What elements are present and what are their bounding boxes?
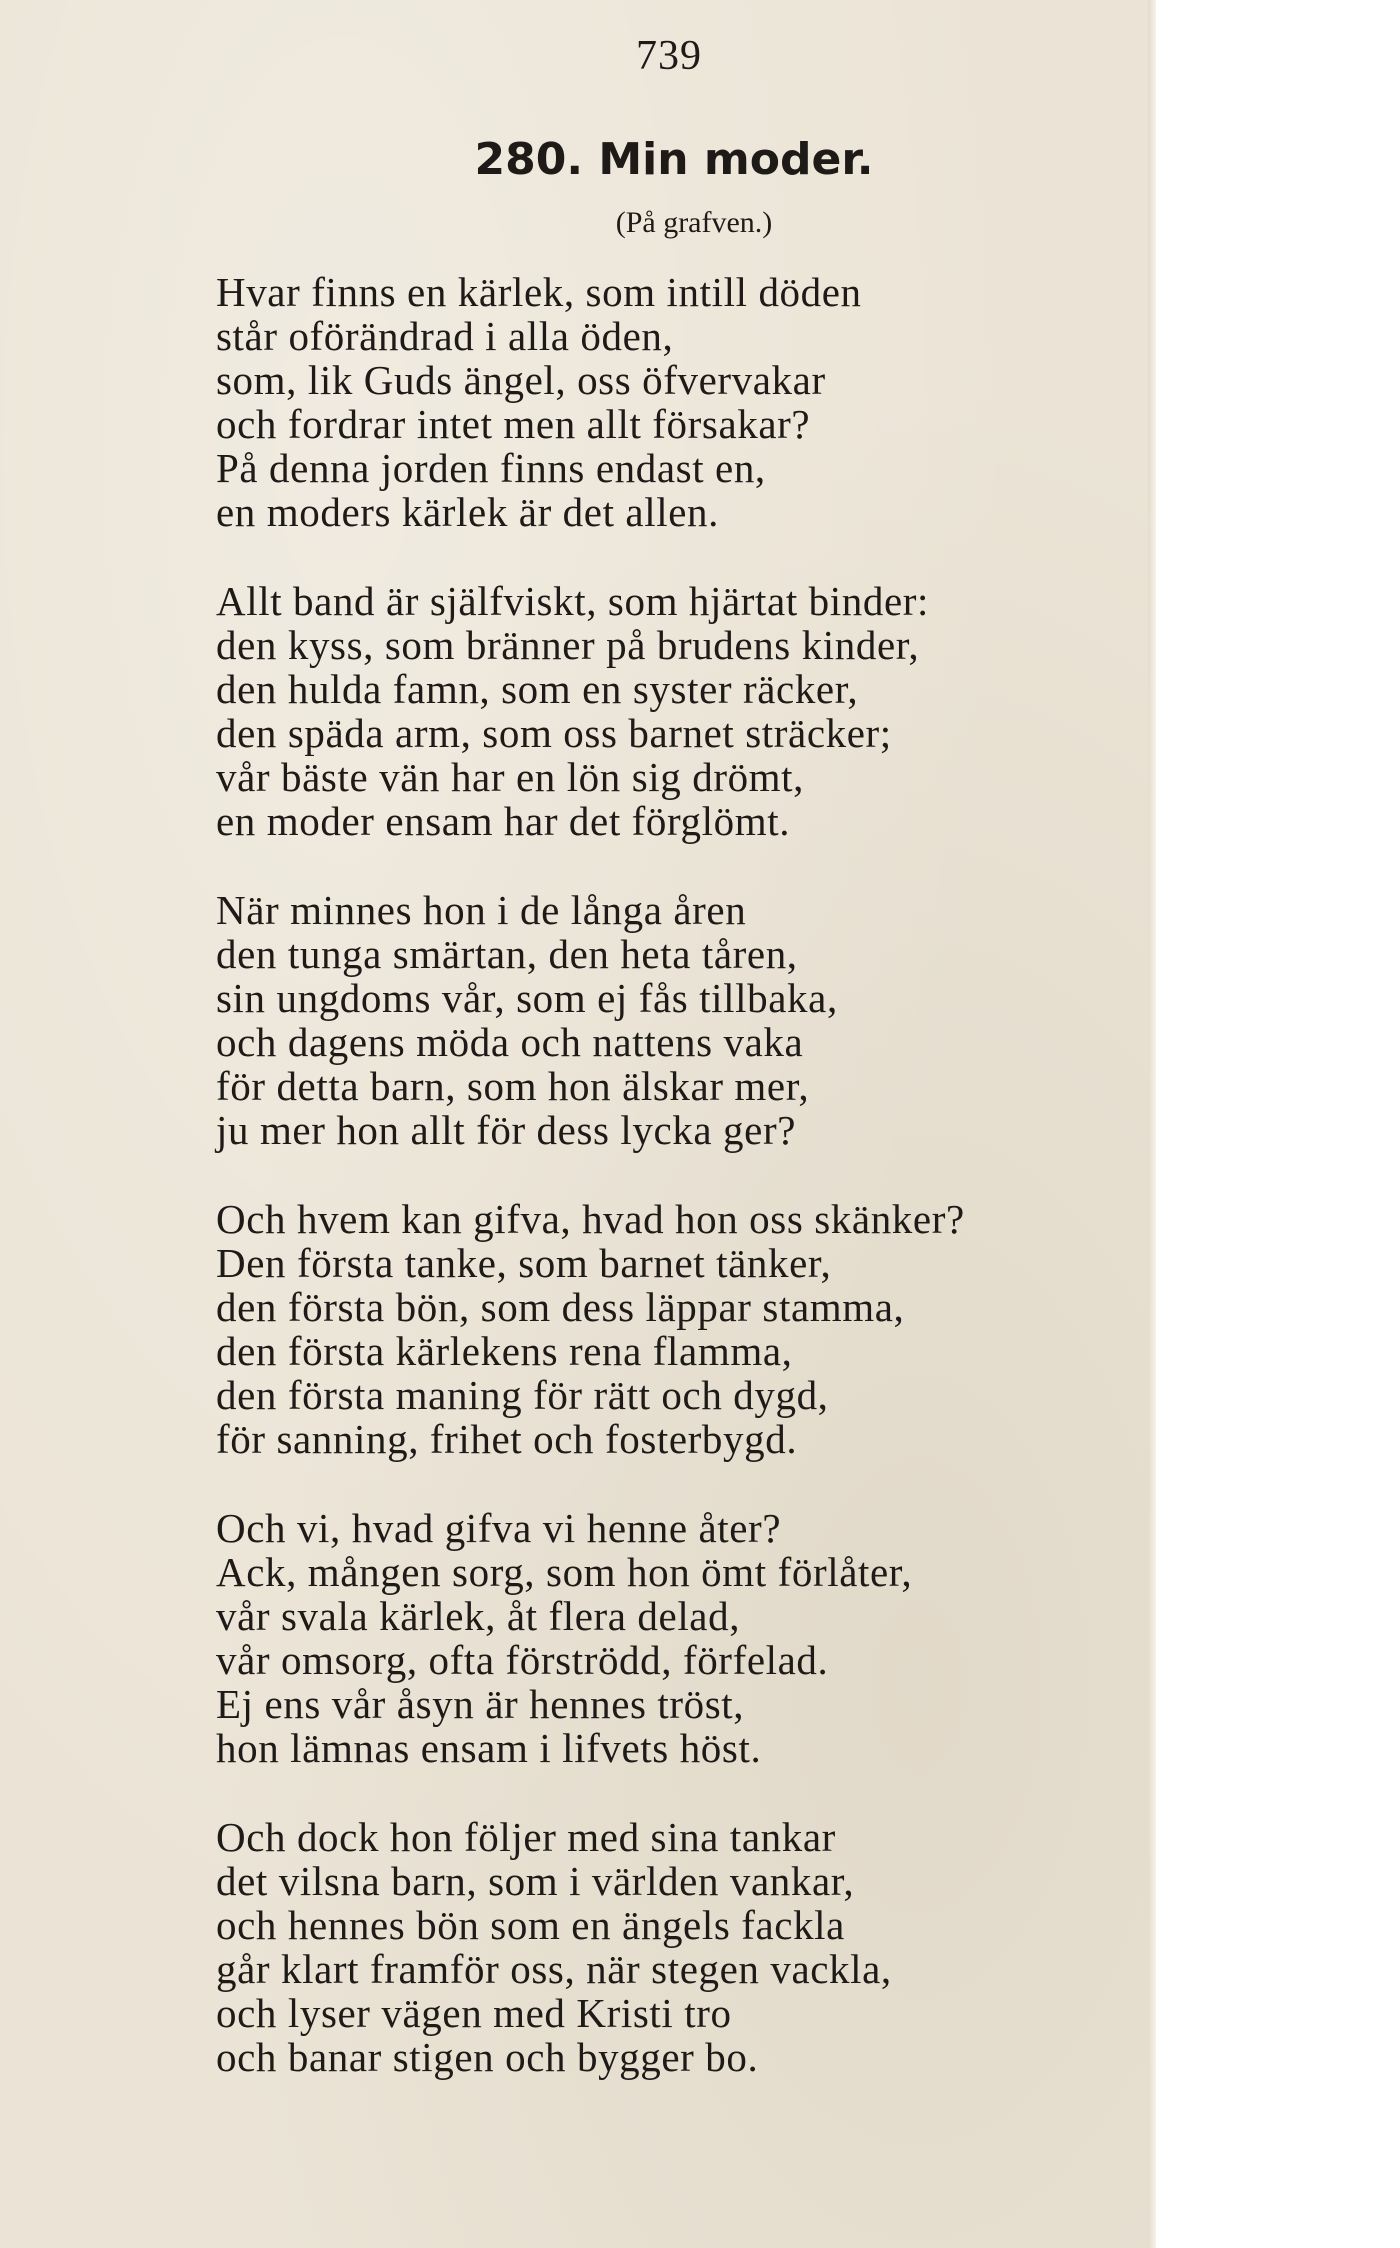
poem-line: som, lik Guds ängel, oss öfvervakar <box>216 357 826 403</box>
poem-line: den späda arm, som oss barnet sträcker; <box>216 710 892 756</box>
poem-line: Och vi, hvad gifva vi henne åter? <box>216 1505 782 1551</box>
poem-line: den första kärlekens rena flamma, <box>216 1328 793 1374</box>
poem-line: och lyser vägen med Kristi tro <box>216 1990 732 2036</box>
poem-line: När minnes hon i de långa åren <box>216 887 747 933</box>
poem-line: en moder ensam har det förglömt. <box>216 798 791 844</box>
poem-line: en moders kärlek är det allen. <box>216 489 719 535</box>
page-edge <box>1148 0 1156 2248</box>
poem-line: Den första tanke, som barnet tänker, <box>216 1240 832 1286</box>
poem-line: går klart framför oss, när stegen vackla, <box>216 1946 892 1992</box>
stanza-6 <box>216 1815 1116 2079</box>
stanza-2 <box>216 579 1116 843</box>
poem-line: för sanning, frihet och fosterbygd. <box>216 1416 798 1462</box>
poem-line: vår svala kärlek, åt flera delad, <box>216 1593 741 1639</box>
poem-line: Ack, mången sorg, som hon ömt förlåter, <box>216 1549 913 1595</box>
poem-line: sin ungdoms vår, som ej fås tillbaka, <box>216 975 838 1021</box>
poem-body <box>216 270 1116 2124</box>
poem-line: och hennes bön som en ängels fackla <box>216 1902 845 1948</box>
poem-line: för detta barn, som hon älskar mer, <box>216 1063 810 1109</box>
poem-title: 280. Min moder. <box>474 134 874 185</box>
poem-line: den första bön, som dess läppar stamma, <box>216 1284 905 1330</box>
poem-line: den tunga smärtan, den heta tåren, <box>216 931 798 977</box>
poem-line: och fordrar intet men allt försakar? <box>216 401 811 447</box>
page-number: 739 <box>636 33 702 79</box>
poem-line: vår omsorg, ofta förströdd, förfelad. <box>216 1637 829 1683</box>
poem-line: Ej ens vår åsyn är hennes tröst, <box>216 1681 745 1727</box>
poem-line: Hvar finns en kärlek, som intill döden <box>216 269 862 315</box>
poem-line: och banar stigen och bygger bo. <box>216 2034 759 2080</box>
stanza-1 <box>216 270 1116 534</box>
poem-line: den första maning för rätt och dygd, <box>216 1372 829 1418</box>
stanza-4 <box>216 1197 1116 1461</box>
stanza-5 <box>216 1506 1116 1770</box>
poem-line: hon lämnas ensam i lifvets höst. <box>216 1725 762 1771</box>
poem-line: vår bäste vän har en lön sig drömt, <box>216 754 805 800</box>
poem-line: och dagens möda och nattens vaka <box>216 1019 804 1065</box>
poem-line: ju mer hon allt för dess lycka ger? <box>216 1107 797 1153</box>
poem-line: det vilsna barn, som i världen vankar, <box>216 1858 855 1904</box>
poem-line: Allt band är själfviskt, som hjärtat binder: <box>216 578 930 624</box>
poem-line: Och dock hon följer med sina tankar <box>216 1814 836 1860</box>
stanza-3 <box>216 888 1116 1152</box>
poem-line: står oförändrad i alla öden, <box>216 313 674 359</box>
poem-line: På denna jorden finns endast en, <box>216 445 766 491</box>
poem-subtitle: (På grafven.) <box>615 206 773 239</box>
poem-line: den kyss, som bränner på brudens kinder, <box>216 622 920 668</box>
poem-line: den hulda famn, som en syster räcker, <box>216 666 859 712</box>
poem-line: Och hvem kan gifva, hvad hon oss skänker? <box>216 1196 965 1242</box>
